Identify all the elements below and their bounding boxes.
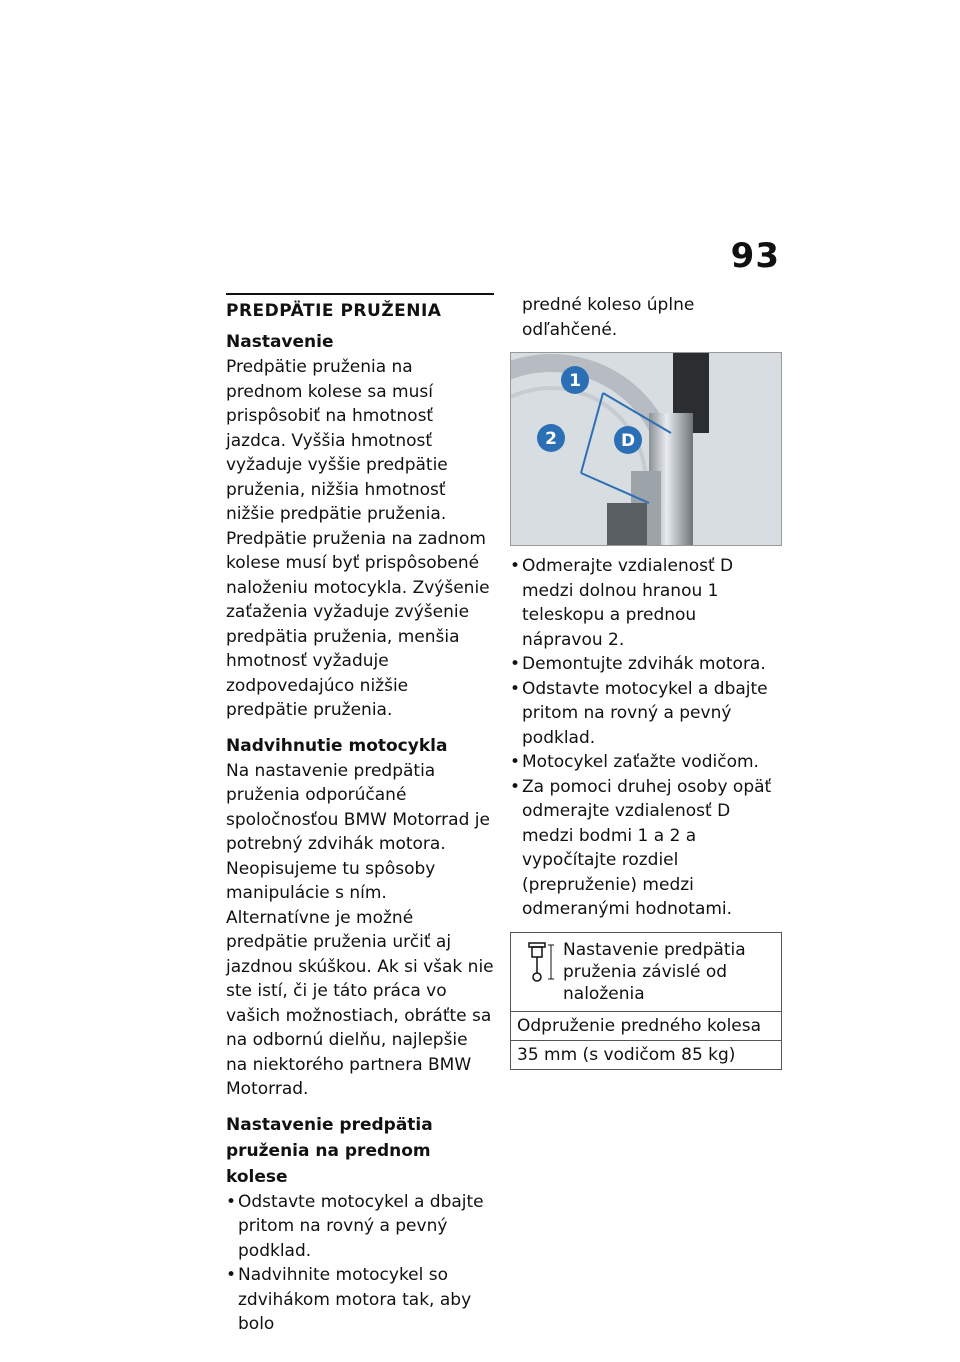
- spec-row-label: Odpruženie predného kolesa: [517, 1015, 762, 1036]
- list-item: • Nadvihnite motocykel so zdvihákom motora tak, aby bolo: [226, 1263, 494, 1337]
- suspension-spring-icon: [517, 939, 557, 985]
- paragraph-lift: Na nastavenie predpätia pruženia odporúčané spoločnosťou BMW Motorrad je potrebný zdvihák motora. Neopisujeme tu spôsoby manipulácie s ním.: [226, 760, 490, 903]
- label-2: 2: [545, 429, 557, 449]
- continued-text: predné koleso úplne odľahčené.: [522, 295, 695, 340]
- paragraph-front-preload: Predpätie pruženia na prednom kolese sa musí prispôsobiť na hmotnosť jazdca. Vyššia hmotnosť vyžaduje vyššie predpätie pruženia, nižšia hmotnosť nižšie predpätie pruženia.: [226, 357, 448, 524]
- list-item: • Za pomoci druhej osoby opäť odmerajte vzdialenosť D medzi bodmi 1 a 2 a vypočítajte rozdiel (prepruženie) medzi odmeranými hodnotami.: [510, 775, 782, 922]
- spec-title: Nastavenie predpätia pruženia závislé od naloženia: [563, 939, 746, 1004]
- spec-table: [510, 932, 782, 1070]
- list-item: • Odstavte motocykel a dbajte pritom na rovný a pevný podklad.: [510, 677, 782, 751]
- section-rule: [226, 293, 494, 295]
- list-item: • Odmerajte vzdialenosť D medzi dolnou hranou 1 teleskopu a prednou nápravou 2.: [510, 554, 782, 652]
- heading-setting: Nastavenie: [226, 332, 334, 352]
- paragraph-alternative: Alternatívne je možné predpätie pruženia určiť aj jazdnou skúškou. Ak si však nie ste istí, či je táto práca vo vašich možnostiach, obráťte sa na odbornú dielňu, najlepšie na niektorého partnera BMW Motorrad.: [226, 907, 494, 1099]
- heading-lift: Nadvihnutie motocykla: [226, 735, 448, 756]
- section-title: PREDPÄTIE PRUŽENIA: [226, 301, 442, 321]
- page-number: 93: [730, 236, 780, 276]
- left-column: [226, 293, 494, 1337]
- list-item: • Odstavte motocykel a dbajte pritom na rovný a pevný podklad.: [226, 1190, 494, 1264]
- list-item: • Motocykel zaťažte vodičom.: [510, 750, 782, 775]
- paragraph-rear-preload: Predpätie pruženia na zadnom kolese musí byť prispôsobené naloženiu motocykla. Zvýšenie zaťaženia vyžaduje zvýšenie predpätia pruženia, menšia hmotnosť vyžaduje zodpovedajúco nižšie predpätie pruženia.: [226, 528, 490, 720]
- label-1: 1: [569, 371, 581, 391]
- steps-list-left: [226, 1190, 494, 1337]
- label-d: D: [620, 431, 636, 451]
- spec-row-value: 35 mm (s vodičom 85 kg): [511, 1040, 781, 1069]
- list-item: • Demontujte zdvihák motora.: [510, 652, 782, 677]
- fork-illustration: [511, 353, 781, 545]
- heading-front-setting: Nastavenie predpätia pruženia na prednom kolese: [226, 1114, 433, 1187]
- right-column: [510, 293, 782, 1070]
- fork-figure: [510, 352, 782, 546]
- spec-header: [511, 933, 781, 1012]
- steps-list-right: [510, 554, 782, 922]
